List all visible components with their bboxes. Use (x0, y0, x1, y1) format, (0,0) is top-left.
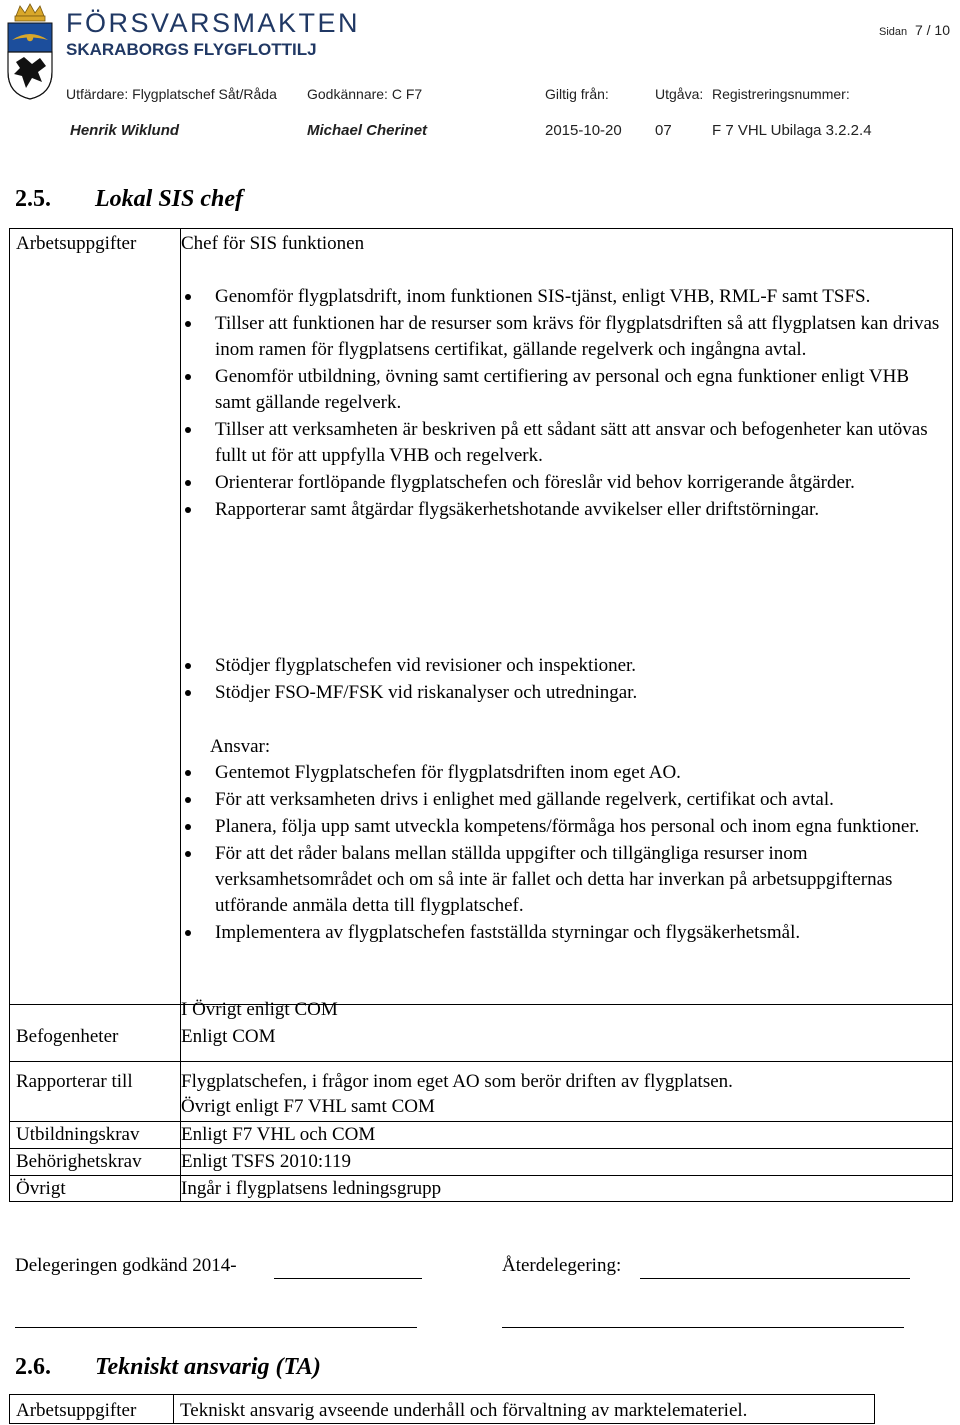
other-com-line: I Övrigt enligt COM (181, 999, 338, 1020)
list-item: För att det råder balans mellan ställda uppgifter och tillgängliga resurser inom verksamhetsområdet och om så inte är fallet och detta har inverkan på arbetsuppgifternas utförande anmäla detta till flygplatschef. (181, 841, 946, 919)
unit-name: SKARABORGS FLYGFLOTTILJ (66, 40, 317, 59)
task-list (181, 284, 946, 524)
signature-line (15, 1327, 417, 1328)
section-heading-2-6 (15, 1354, 321, 1381)
row-label-arbetsuppgifter: Arbetsuppgifter (16, 233, 137, 254)
list-item: Gentemot Flygplatschefen för flygplatsdriften inom eget AO. (181, 760, 946, 786)
list-item: För att verksamheten drivs i enlighet med gällande regelverk, certifikat och avtal. (181, 787, 946, 813)
row-value-ovrigt: Ingår i flygplatsens ledningsgrupp (181, 1178, 442, 1199)
org-name: FÖRSVARSMAKTEN (66, 8, 361, 38)
list-item: Rapporterar samt åtgärdar flygsäkerhetshotande avvikelser eller driftstörningar. (181, 497, 946, 523)
ansvar-label: Ansvar: (210, 736, 271, 757)
redelegation-label: Återdelegering: (502, 1255, 622, 1276)
page-total: 10 (934, 22, 950, 38)
page-indicator (879, 22, 950, 38)
row-label-behorighetskrav: Behörighetskrav (16, 1151, 142, 1172)
table-row-divider (10, 1004, 952, 1005)
list-item: Genomför flygplatsdrift, inom funktionen SIS-tjänst, enligt VHB, RML-F samt TSFS. (181, 284, 946, 310)
section-number: 2.6. (15, 1354, 51, 1380)
signature-line (502, 1327, 904, 1328)
list-item: Tillser att funktionen har de resurser som krävs för flygplatsdriften så att flygplatsen kan drivas inom ramen för flygplatsens certifikat, gällande regelverk och ingångna avtal. (181, 311, 946, 363)
section-title: Tekniskt ansvarig (TA) (95, 1354, 321, 1380)
row-value-arbetsuppgifter: Tekniskt ansvarig avseende underhåll och förvaltning av marktelemateriel. (180, 1400, 748, 1421)
page-label: Sidan (879, 26, 908, 38)
row-label-befogenheter: Befogenheter (16, 1026, 119, 1047)
edition-label: Utgåva: (655, 86, 704, 102)
list-item: Stödjer FSO-MF/FSK vid riskanalyser och utredningar. (181, 680, 946, 706)
table-row-divider (10, 1148, 952, 1149)
forsvarsmakten-crest-logo (2, 2, 58, 100)
role-heading: Chef för SIS funktionen (181, 233, 365, 254)
table-row-divider (10, 1175, 952, 1176)
support-list (181, 653, 946, 707)
row-label-ovrigt: Övrigt (16, 1178, 66, 1199)
row-label-arbetsuppgifter: Arbetsuppgifter (16, 1400, 137, 1421)
list-item: Implementera av flygplatschefen fastställda styrningar och flygsäkerhetsmål. (181, 920, 946, 946)
list-item: Orienterar fortlöpande flygplatschefen och föreslår vid behov korrigerande åtgärder. (181, 470, 946, 496)
ta-table (9, 1394, 875, 1424)
list-item: Planera, följa upp samt utveckla kompetens/förmåga hos personal och inom egna funktioner. (181, 814, 946, 840)
approver-value: Michael Cherinet (307, 122, 428, 139)
issuer-value: Henrik Wiklund (70, 122, 180, 139)
signature-line (640, 1278, 910, 1279)
list-item: Tillser att verksamheten är beskriven på ett sådant sätt att ansvar och befogenheter kan utövas fullt ut för att uppfylla VHB och regelverk. (181, 417, 946, 469)
row-value-behorighetskrav: Enligt TSFS 2010:119 (181, 1151, 351, 1172)
delegation-approved-label: Delegeringen godkänd 2014- (15, 1255, 237, 1276)
ansvar-list (181, 760, 946, 947)
page-current: 7 (914, 22, 923, 38)
row-label-utbildningskrav: Utbildningskrav (16, 1124, 140, 1145)
list-item: Stödjer flygplatschefen vid revisioner och inspektioner. (181, 653, 946, 679)
issuer-label: Utfärdare: Flygplatschef Såt/Råda (66, 86, 277, 102)
valid-from-value: 2015-10-20 (545, 122, 622, 139)
role-table (9, 228, 953, 1202)
section-heading-2-5 (15, 186, 243, 213)
row-value-befogenheter: Enligt COM (181, 1026, 276, 1047)
row-value-rapporterar-1: Flygplatschefen, i frågor inom eget AO som berör driften av flygplatsen. (181, 1071, 733, 1092)
row-value-rapporterar-2: Övrigt enligt F7 VHL samt COM (181, 1096, 435, 1117)
section-number: 2.5. (15, 186, 51, 212)
list-item: Genomför utbildning, övning samt certifiering av personal och egna funktioner enligt VHB samt gällande regelverk. (181, 364, 946, 416)
table-row-divider (10, 1061, 952, 1062)
page-separator: / (926, 22, 931, 38)
reg-no-value: F 7 VHL Ubilaga 3.2.2.4 (712, 122, 872, 139)
valid-from-label: Giltig från: (545, 86, 609, 102)
table-column-divider (173, 1395, 174, 1423)
table-row-divider (10, 1121, 952, 1122)
reg-no-label: Registreringsnummer: (712, 86, 850, 102)
signature-line (274, 1278, 422, 1279)
section-title: Lokal SIS chef (95, 186, 244, 212)
approver-label: Godkännare: C F7 (307, 86, 423, 102)
row-label-rapporterar: Rapporterar till (16, 1071, 133, 1092)
row-value-utbildningskrav: Enligt F7 VHL och COM (181, 1124, 376, 1145)
edition-value: 07 (655, 122, 672, 139)
